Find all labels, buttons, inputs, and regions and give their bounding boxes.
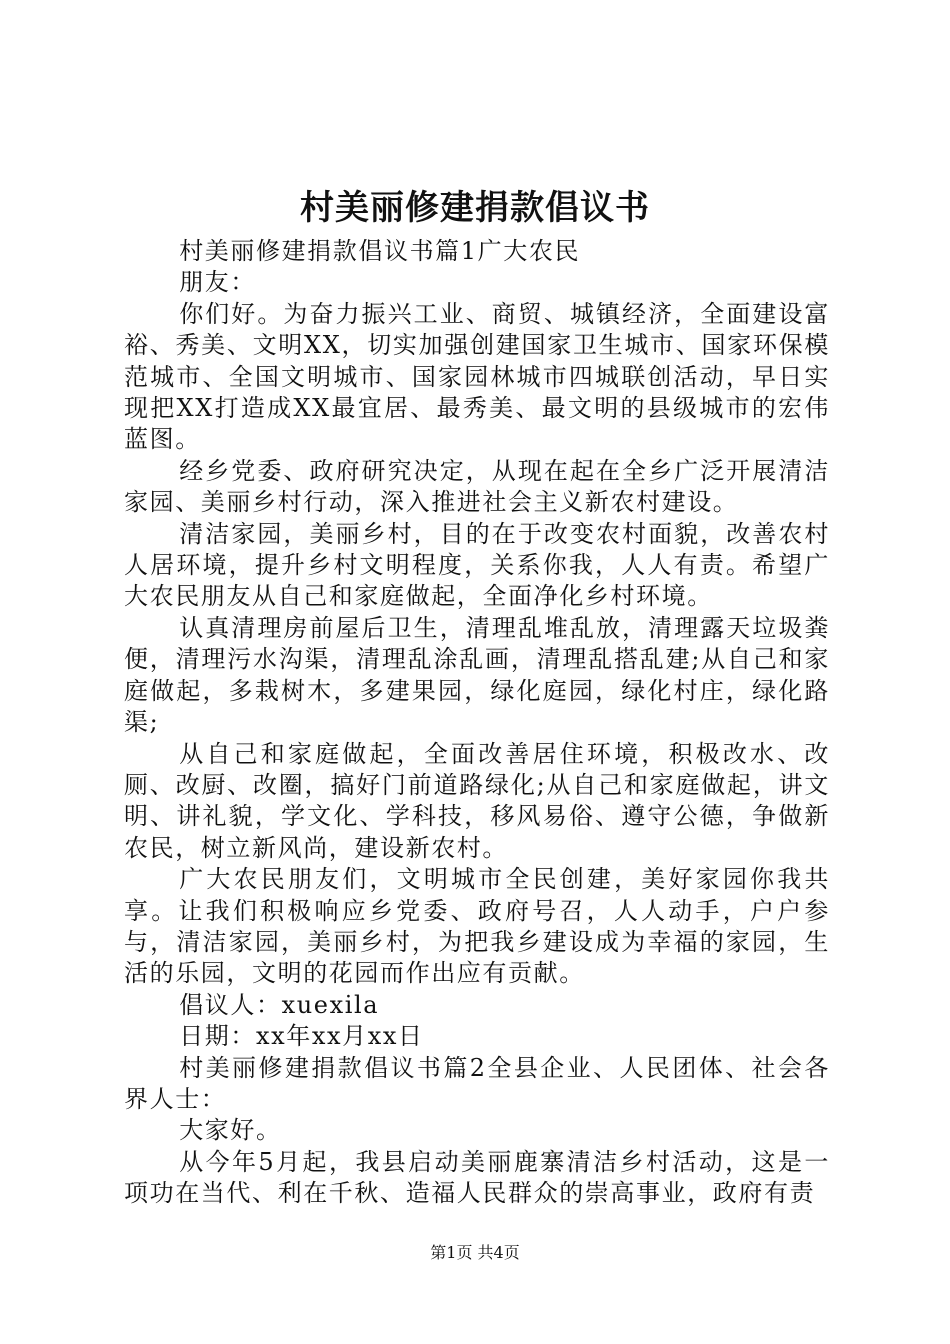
paragraph: 大家好。 — [179, 1116, 282, 1145]
paragraph-signatory: 倡议人：xuexila — [179, 990, 380, 1019]
paragraph: 清洁家园，美丽乡村，目的在于改变农村面貌，改善农村人居环境，提升乡村文明程度，关系你我，人人有责。希望广大农民朋友从自己和家庭做起，全面净化乡村环境。 — [124, 519, 830, 611]
page-number-footer: 第1页 共4页 — [430, 1243, 520, 1262]
paragraph: 从今年5月起，我县启动美丽鹿寨清洁乡村活动，这是一项功在当代、利在千秋、造福人民群众的崇高事业，政府有责 — [124, 1147, 830, 1208]
paragraph: 村美丽修建捐款倡议书篇1广大农民 — [179, 237, 581, 265]
document-title: 村美丽修建捐款倡议书 — [300, 188, 650, 228]
paragraph: 从自己和家庭做起，全面改善居住环境，积极改水、改厕、改厨、改圈，搞好门前道路绿化;从自己和家庭做起，讲文明、讲礼貌，学文化、学科技，移风易俗、遵守公德，争做新农民，树立新风尚，建设新农村。 — [124, 739, 830, 862]
paragraph: 认真清理房前屋后卫生，清理乱堆乱放，清理露天垃圾粪便，清理污水沟渠，清理乱涂乱画，清理乱搭乱建;从自己和家庭做起，多栽树木，多建果园，绿化庭园，绿化村庄，绿化路渠; — [124, 613, 830, 737]
paragraph-date: 日期：xx年xx月xx日 — [179, 1022, 424, 1051]
paragraph: 村美丽修建捐款倡议书篇2全县企业、人民团体、社会各界人士： — [124, 1053, 830, 1113]
paragraph: 你们好。为奋力振兴工业、商贸、城镇经济，全面建设富裕、秀美、文明XX，切实加强创建国家卫生城市、国家环保模范城市、全国文明城市、国家园林城市四城联创活动，早日实现把XX打造成XX最宜居、最秀美、最文明的县级城市的宏伟蓝图。 — [124, 299, 830, 454]
paragraph: 广大农民朋友们，文明城市全民创建，美好家园你我共享。让我们积极响应乡党委、政府号召，人人动手，户户参与，清洁家园，美丽乡村，为把我乡建设成为幸福的家园，生活的乐园，文明的花园而作出应有贡献。 — [124, 865, 830, 988]
document-body — [124, 236, 830, 1210]
paragraph: 经乡党委、政府研究决定，从现在起在全乡广泛开展清洁家园、美丽乡村行动，深入推进社会主义新农村建设。 — [124, 456, 830, 517]
paragraph: 朋友： — [179, 268, 256, 297]
